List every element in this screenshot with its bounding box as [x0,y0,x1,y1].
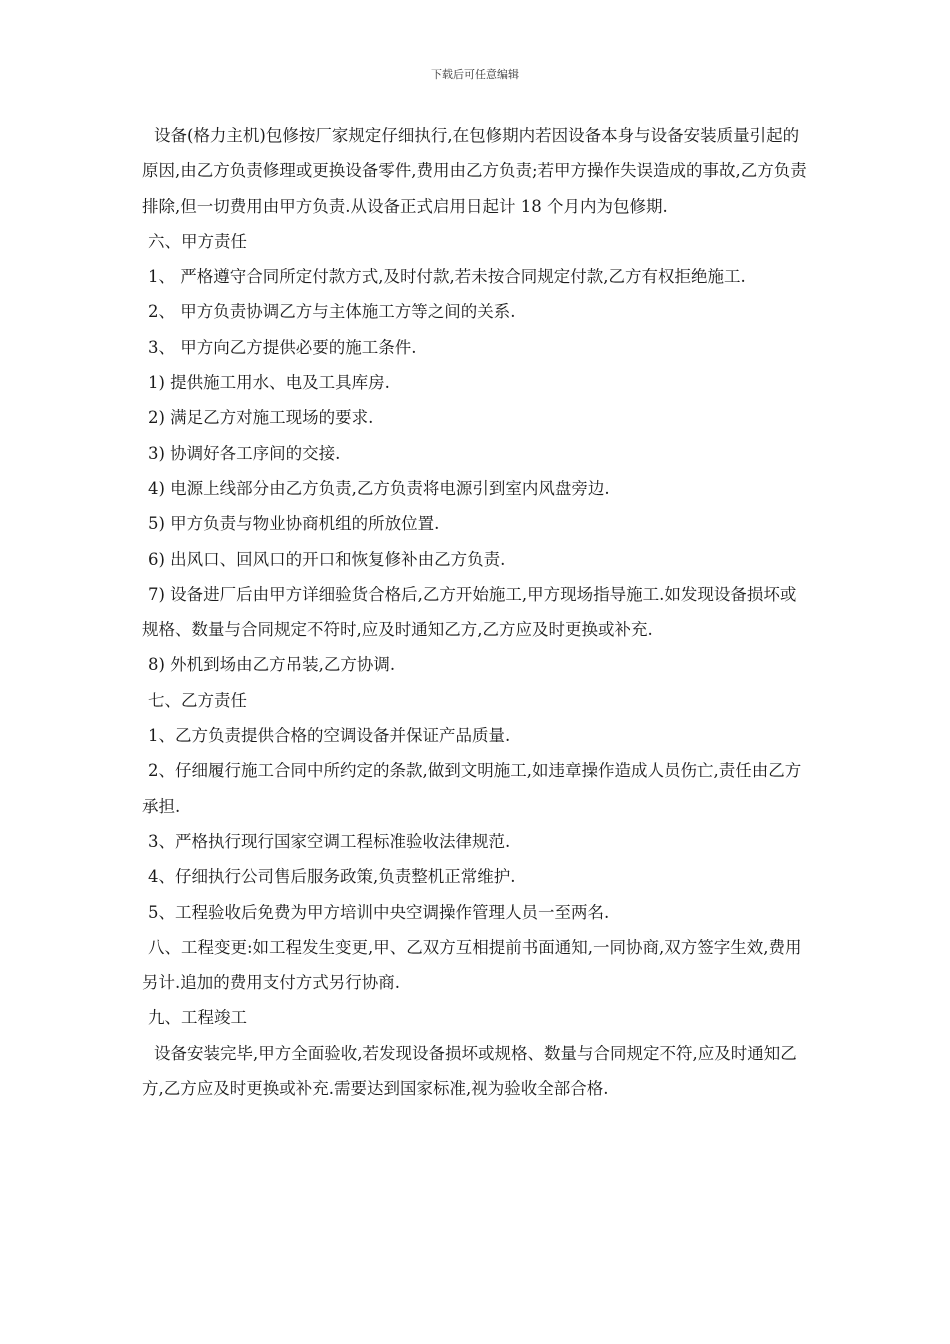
list-item: 5、工程验收后免费为甲方培训中央空调操作管理人员一至两名. [148,902,610,922]
sub-list-item: 8) 外机到场由乙方吊装,乙方协调. [148,655,396,675]
section-heading-party-b: 七、乙方责任 [148,690,247,710]
sub-list-item: 5) 甲方负责与物业协商机组的所放位置. [148,514,440,534]
sub-list-item: 2) 满足乙方对施工现场的要求. [148,408,374,428]
list-item: 1、 严格遵守合同所定付款方式,及时付款,若未按合同规定付款,乙方有权拒绝施工. [148,267,746,287]
section-heading-completion: 九、工程竣工 [148,1008,247,1028]
section-change: 八、工程变更:如工程发生变更,甲、乙双方互相提前书面通知,一同协商,双方签字生效,费用另计.追加的费用支付方式另行协商. [142,937,802,993]
list-item: 2、 甲方负责协调乙方与主体施工方等之间的关系. [148,302,516,322]
paragraph-completion: 设备安装完毕,甲方全面验收,若发现设备损坏或规格、数量与合同规定不符,应及时通知乙方,乙方应及时更换或补充.需要达到国家标准,视为验收全部合格. [142,1043,797,1099]
list-item: 4、仔细执行公司售后服务政策,负责整机正常维护. [148,867,516,887]
sub-list-item: 3) 协调好各工序间的交接. [148,443,341,463]
sub-list-item: 7) 设备进厂后由甲方详细验货合格后,乙方开始施工,甲方现场指导施工.如发现设备损坏或规格、数量与合同规定不符时,应及时通知乙方,乙方应及时更换或补充. [142,584,797,640]
paragraph-warranty: 设备(格力主机)包修按厂家规定仔细执行,在包修期内若因设备本身与设备安装质量引起的原因,由乙方负责修理或更换设备零件,费用由乙方负责;若甲方操作失误造成的事故,乙方负责排除,但一切费用由甲方负责.从设备正式启用日起计 18 个月内为包修期. [142,126,807,216]
list-item: 1、乙方负责提供合格的空调设备并保证产品质量. [148,726,511,746]
document-body [142,118,812,1106]
section-heading-party-a: 六、甲方责任 [148,231,247,251]
page-header: 下载后可任意编辑 [431,68,519,81]
sub-list-item: 1) 提供施工用水、电及工具库房. [148,373,390,393]
sub-list-item: 4) 电源上线部分由乙方负责,乙方负责将电源引到室内风盘旁边. [148,478,610,498]
sub-list-item: 6) 出风口、回风口的开口和恢复修补由乙方负责. [148,549,506,569]
list-item: 3、 甲方向乙方提供必要的施工条件. [148,337,417,357]
list-item: 2、仔细履行施工合同中所约定的条款,做到文明施工,如违章操作造成人员伤亡,责任由乙方承担. [142,761,802,816]
list-item: 3、严格执行现行国家空调工程标准验收法律规范. [148,831,511,851]
